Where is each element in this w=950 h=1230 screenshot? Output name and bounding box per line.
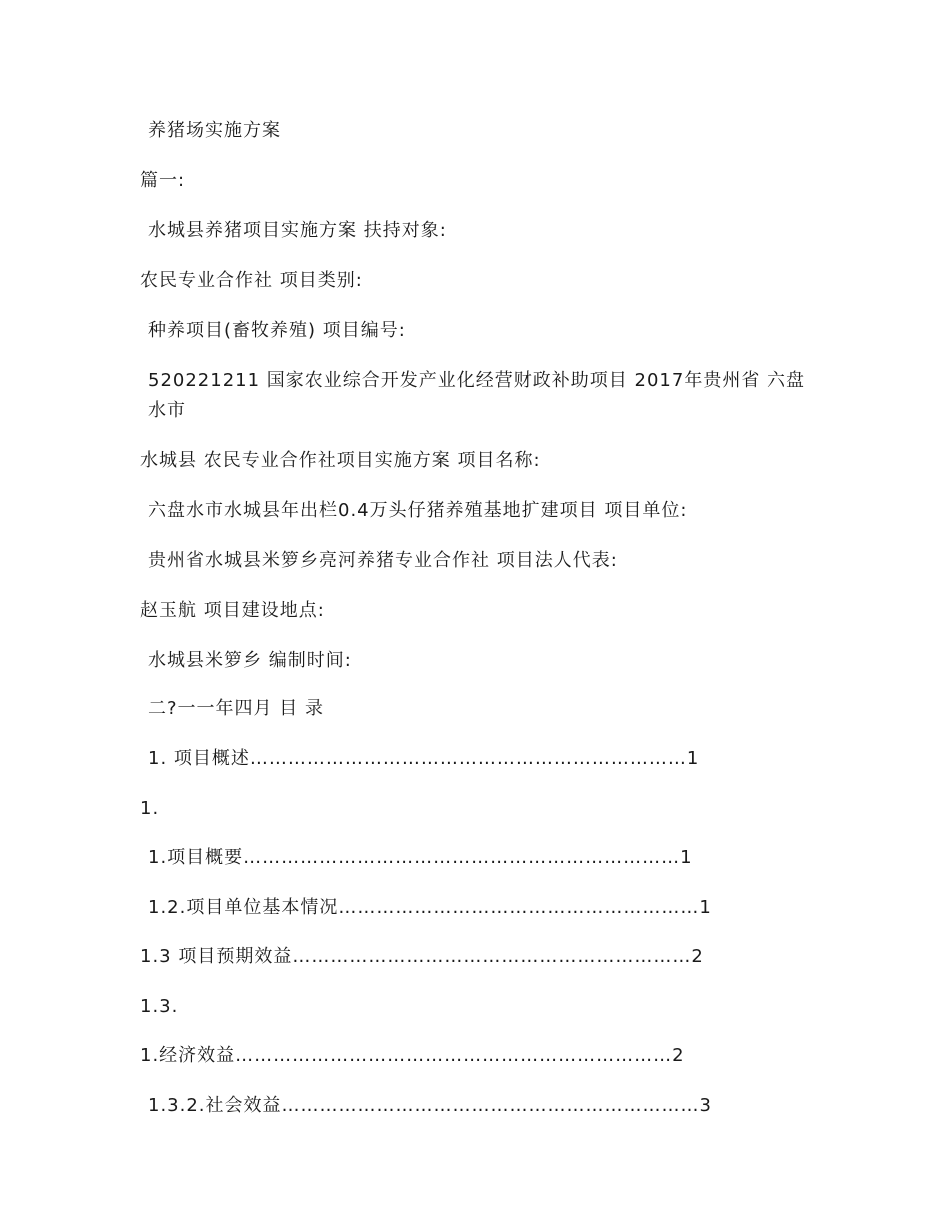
toc-entry: 1.项目概要……………………………………………………………1 [148,847,693,868]
paragraph-project-unit: 六盘水市水城县年出栏0.4万头仔猪养殖基地扩建项目 项目单位: [148,500,688,521]
toc-entry: 1.2.项目单位基本情况…………………………………………………1 [148,897,712,918]
toc-entry: 1.3.2.社会效益…………………………………………………………3 [148,1095,712,1116]
toc-entry: 1.3. [140,996,179,1017]
paragraph-funding-program: 520221211 国家农业综合开发产业化经营财政补助项目 2017年贵州省 六盘水市 [148,370,806,421]
paragraph-project-name-label: 水城县 农民专业合作社项目实施方案 项目名称: [140,450,541,471]
toc-entry: 1. 项目概述……………………………………………………………1 [148,748,700,769]
document-title: 养猪场实施方案 [148,120,281,141]
paragraph-section-label: 篇一: [140,170,186,191]
paragraph-legal-representative: 贵州省水城县米箩乡亮河养猪专业合作社 项目法人代表: [148,550,618,571]
paragraph-support-target: 水城县养猪项目实施方案 扶持对象: [148,220,447,241]
toc-entry: 1.经济效益……………………………………………………………2 [140,1045,685,1066]
paragraph-project-category: 农民专业合作社 项目类别: [140,270,363,291]
paragraph-date-contents: 二?一一年四月 目 录 [148,698,324,719]
toc-entry: 1. [140,798,160,819]
toc-entry: 1.3 项目预期效益………………………………………………………2 [140,946,704,967]
paragraph-construction-site: 赵玉航 项目建设地点: [140,600,325,621]
paragraph-compile-time: 水城县米箩乡 编制时间: [148,650,352,671]
paragraph-project-number: 种养项目(畜牧养殖) 项目编号: [148,320,406,341]
